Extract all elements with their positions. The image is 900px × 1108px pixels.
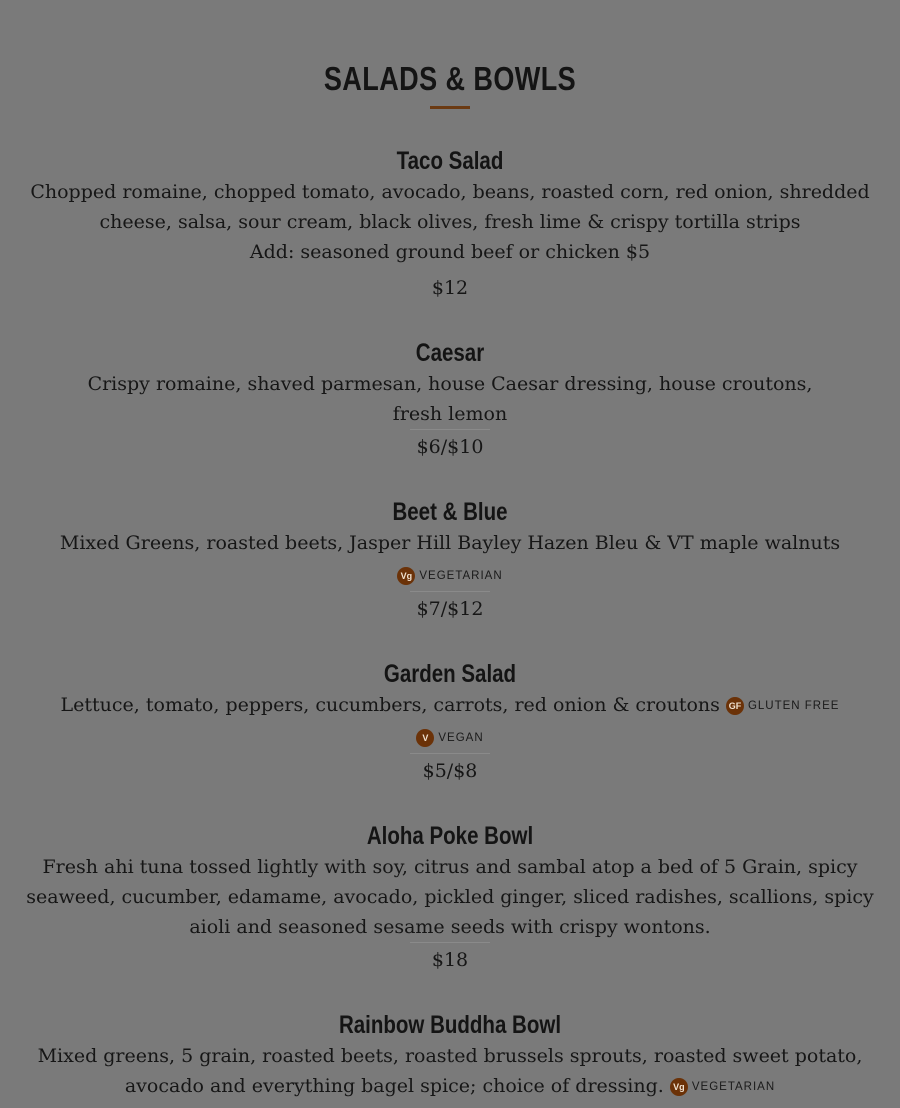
item-description-row <box>20 690 880 721</box>
item-description: Lettuce, tomato, peppers, cucumbers, carrots, red onion & croutons <box>60 693 720 716</box>
item-name: Rainbow Buddha Bowl <box>338 1011 562 1039</box>
item-name: Caesar <box>415 339 485 367</box>
item-addon: Add: seasoned ground beef or chicken $5 <box>249 241 651 263</box>
item-name: Taco Salad <box>396 147 504 175</box>
item-description: Crispy romaine, shaved parmesan, house Caesar dressing, house croutons, fresh lemon <box>87 373 813 425</box>
item-description: Chopped romaine, chopped tomato, avocado, beans, roasted corn, red onion, shredded cheese, salsa, sour cream, black olives, fresh lime & crispy tortilla strips <box>30 181 870 233</box>
tag-label: VEGETARIAN <box>691 1081 776 1093</box>
menu-item-caesar <box>20 337 880 462</box>
item-tags <box>20 721 880 754</box>
item-price: $5/$8 <box>422 760 478 782</box>
dietary-tag-vegetarian <box>397 561 502 591</box>
menu-item-garden-salad <box>20 658 880 787</box>
title-underline <box>430 106 470 109</box>
item-price: $6/$10 <box>416 436 484 458</box>
vegetarian-icon: Vg <box>397 567 415 585</box>
tag-label: VEGAN <box>438 732 484 744</box>
item-name: Beet & Blue <box>392 498 508 526</box>
menu-item-rainbow-buddha-bowl <box>20 1009 880 1102</box>
item-name: Garden Salad <box>383 659 517 688</box>
item-description-row <box>20 1041 880 1102</box>
vegan-icon: V <box>416 729 434 747</box>
item-description: Mixed greens, 5 grain, roasted beets, roasted brussels sprouts, roasted sweet potato, avocado and everything bagel spice; choice of dressing. <box>37 1045 863 1097</box>
gluten-free-icon: GF <box>726 697 744 715</box>
dietary-tag-gluten-free <box>726 691 840 721</box>
menu-item-taco-salad <box>20 145 880 303</box>
tag-label: GLUTEN FREE <box>747 699 840 712</box>
item-price: $12 <box>431 277 469 299</box>
menu-item-aloha-poke-bowl <box>20 820 880 975</box>
tag-label: VEGETARIAN <box>419 569 503 582</box>
vegetarian-icon: Vg <box>670 1078 688 1096</box>
section-title: SALADS & BOWLS <box>323 60 577 97</box>
dietary-tag-vegan <box>416 723 483 753</box>
item-price: $7/$12 <box>416 597 484 620</box>
item-description: Fresh ahi tuna tossed lightly with soy, citrus and sambal atop a bed of 5 Grain, spicy seaweed, cucumber, edamame, avocado, pickled ginger, sliced radishes, scallions, spicy aioli and seasoned sesame seeds with crispy wontons. <box>26 856 874 938</box>
item-name: Aloha Poke Bowl <box>366 822 534 850</box>
item-tags <box>20 558 880 591</box>
item-price: $18 <box>431 949 469 971</box>
item-description: Mixed Greens, roasted beets, Jasper Hill Bayley Hazen Bleu & VT maple walnuts <box>59 532 841 554</box>
menu-item-beet-blue <box>20 496 880 624</box>
dietary-tag-vegetarian <box>670 1072 775 1102</box>
